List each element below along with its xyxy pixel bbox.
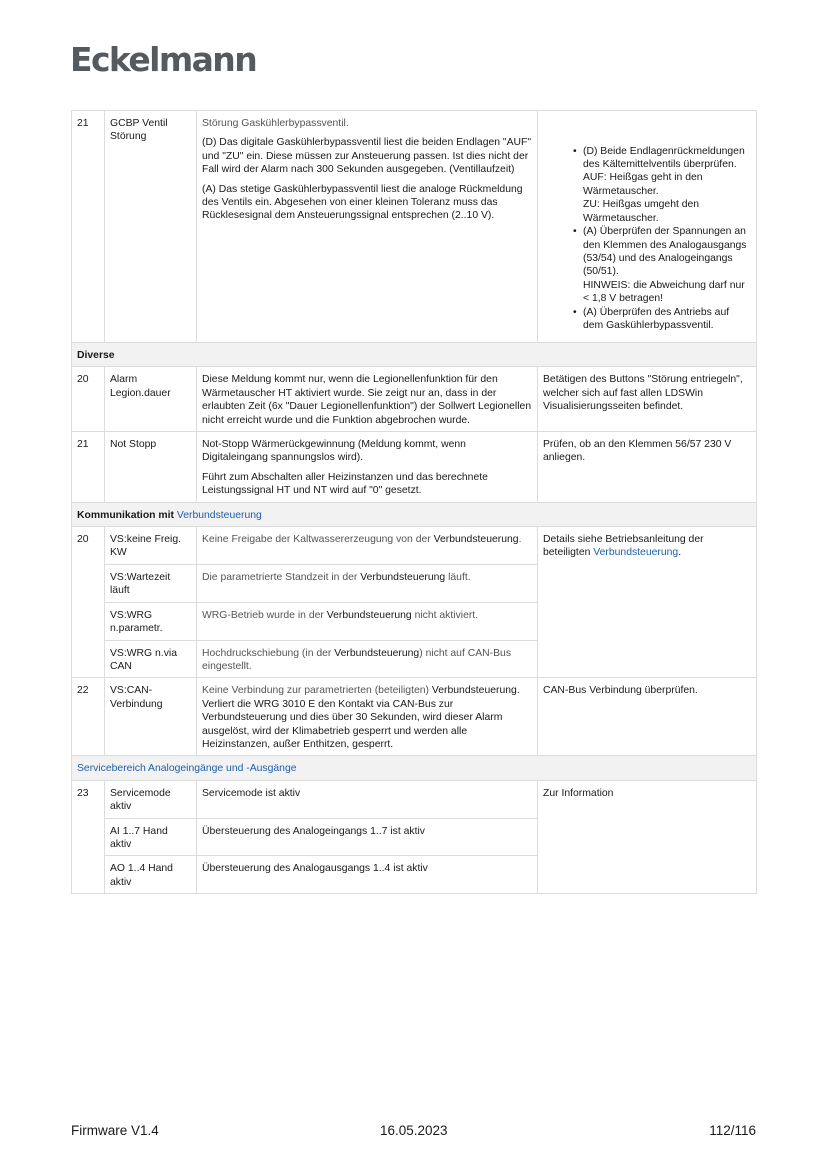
- alarm-description: [197, 432, 538, 503]
- description-paragraph: (A) Das stetige Gaskühlerbypassventil liest die analoge Rückmeldung des Ventils ein. Abgesehen von einer kleinen Toleranz muss das Rücklesesignal dem Ansteuerungssignal entsprechen (2..10 V).: [202, 183, 523, 222]
- section-heading-kommunikation: [72, 502, 757, 526]
- table-row: [72, 367, 757, 432]
- alarm-description: Hochdruckschiebung (in der Verbundsteuerung) nicht auf CAN-Bus eingestellt.: [197, 640, 538, 678]
- alarm-number: 21: [72, 111, 105, 343]
- alarm-name: VS:WRG n.parametr.: [105, 602, 197, 640]
- alarm-number: 22: [72, 678, 105, 756]
- section-heading-service: [72, 756, 757, 780]
- verbundsteuerung-link[interactable]: Verbundsteuerung: [593, 547, 679, 559]
- description-paragraph: Not-Stopp Wärmerückgewinnung (Meldung kommt, wenn Digitaleingang spannungslos wird).: [202, 439, 466, 464]
- alarm-number: 20: [72, 527, 105, 678]
- section-heading-diverse: Diverse: [72, 343, 757, 367]
- alarm-remedy: [538, 111, 757, 343]
- alarm-number: 21: [72, 432, 105, 503]
- alarm-description: Diese Meldung kommt nur, wenn die Legionellenfunktion für den Wärmetauscher HT aktiviert wurde. Sie zeigt nur an, dass in der erlaubten Zeit (6x "Dauer Legionellenfunktion") der Sollwert Legionellen nicht erreicht wurde und die Funktion abgebrochen wurde.: [197, 367, 538, 432]
- remedy-item: • (D) Beide Endlagenrückmeldungen des Kältemittelventils überprüfen. AUF: Heißgas geht in den Wärmetauscher. ZU: Heißgas umgeht den Wärmetauscher.: [583, 145, 751, 225]
- alarm-number: 23: [72, 780, 105, 893]
- alarm-number: 20: [72, 367, 105, 432]
- section-row: [72, 756, 757, 780]
- table-row: [72, 432, 757, 503]
- alarm-remedy: CAN-Bus Verbindung überprüfen.: [538, 678, 757, 756]
- alarm-name: AI 1..7 Hand aktiv: [105, 818, 197, 856]
- alarm-name: Alarm Legion.dauer: [105, 367, 197, 432]
- eckelmann-logo: Eckelmann: [70, 40, 257, 79]
- footer-firmware: Firmware V1.4: [71, 1123, 159, 1138]
- table-row: [72, 780, 757, 818]
- alarm-name: GCBP Ventil Störung: [105, 111, 197, 343]
- alarm-name: VS:CAN-Verbindung: [105, 678, 197, 756]
- footer-date: 16.05.2023: [380, 1123, 448, 1138]
- servicebereich-link[interactable]: Servicebereich Analogeingänge und -Ausgänge: [77, 763, 297, 775]
- alarm-description: Die parametrierte Standzeit in der Verbundsteuerung läuft.: [197, 564, 538, 602]
- alarm-remedy: Zur Information: [538, 780, 757, 893]
- remedy-list: [543, 145, 751, 333]
- table-row: [72, 111, 757, 343]
- alarm-description: WRG-Betrieb wurde in der Verbundsteuerung nicht aktiviert.: [197, 602, 538, 640]
- table-row: [72, 678, 757, 756]
- description-paragraph: Störung Gaskühlerbypassventil.: [202, 118, 349, 129]
- alarm-description: [197, 111, 538, 343]
- alarm-table: [71, 110, 757, 894]
- alarm-description: Übersteuerung des Analogausgangs 1..4 ist aktiv: [197, 856, 538, 894]
- section-row: [72, 502, 757, 526]
- alarm-remedy: Betätigen des Buttons "Störung entriegeln", welcher sich auf fast allen LDSWin Visualisierungsseiten befindet.: [538, 367, 757, 432]
- alarm-name: AO 1..4 Hand aktiv: [105, 856, 197, 894]
- section-heading-text: Kommunikation mit: [77, 509, 174, 521]
- alarm-description: Servicemode ist aktiv: [197, 780, 538, 818]
- alarm-description: Übersteuerung des Analogeingangs 1..7 ist aktiv: [197, 818, 538, 856]
- verbundsteuerung-link[interactable]: Verbundsteuerung: [176, 509, 262, 521]
- table-row: [72, 527, 757, 565]
- alarm-remedy: Details siehe Betriebsanleitung der beteiligten Verbundsteuerung.: [538, 527, 757, 678]
- alarm-name: VS:WRG n.via CAN: [105, 640, 197, 678]
- alarm-description: Keine Freigabe der Kaltwassererzeugung von der Verbundsteuerung.: [197, 527, 538, 565]
- section-row: [72, 343, 757, 367]
- alarm-name: Not Stopp: [105, 432, 197, 503]
- alarm-name: VS:Wartezeit läuft: [105, 564, 197, 602]
- description-paragraph: Führt zum Abschalten aller Heizinstanzen und das berechnete Leistungssignal HT und NT wird auf "0" gesetzt.: [202, 471, 488, 497]
- alarm-name: Servicemode aktiv: [105, 780, 197, 818]
- remedy-item: • (A) Überprüfen der Spannungen an den Klemmen des Analogausgangs (53/54) und des Analogeingangs (50/51). HINWEIS: die Abweichung darf nur < 1,8 V betragen!: [583, 225, 751, 305]
- alarm-description: Keine Verbindung zur parametrierten (beteiligten) Verbundsteuerung. Verliert die WRG 3010 E den Kontakt via CAN-Bus zur Verbundsteuerung und dies über 30 Sekunden, wird dieser Alarm ausgelöst, wird der Klimabetrieb gesperrt und werden alle Heizinstanzen, außer Enthitzen, gesperrt.: [197, 678, 538, 756]
- footer-page-number: 112/116: [709, 1123, 756, 1138]
- alarm-remedy: Prüfen, ob an den Klemmen 56/57 230 V anliegen.: [538, 432, 757, 503]
- description-paragraph: (D) Das digitale Gaskühlerbypassventil liest die beiden Endlagen "AUF" und "ZU" ein. Diese müssen zur Ansteuerung passen. Ist dies nicht der Fall wird der Alarm nach 300 Sekunden ausgegeben. (Ventillaufzeit): [202, 137, 532, 176]
- alarm-name: VS:keine Freig. KW: [105, 527, 197, 565]
- remedy-item: • (A) Überprüfen des Antriebs auf dem Gaskühlerbypassventil.: [583, 306, 751, 333]
